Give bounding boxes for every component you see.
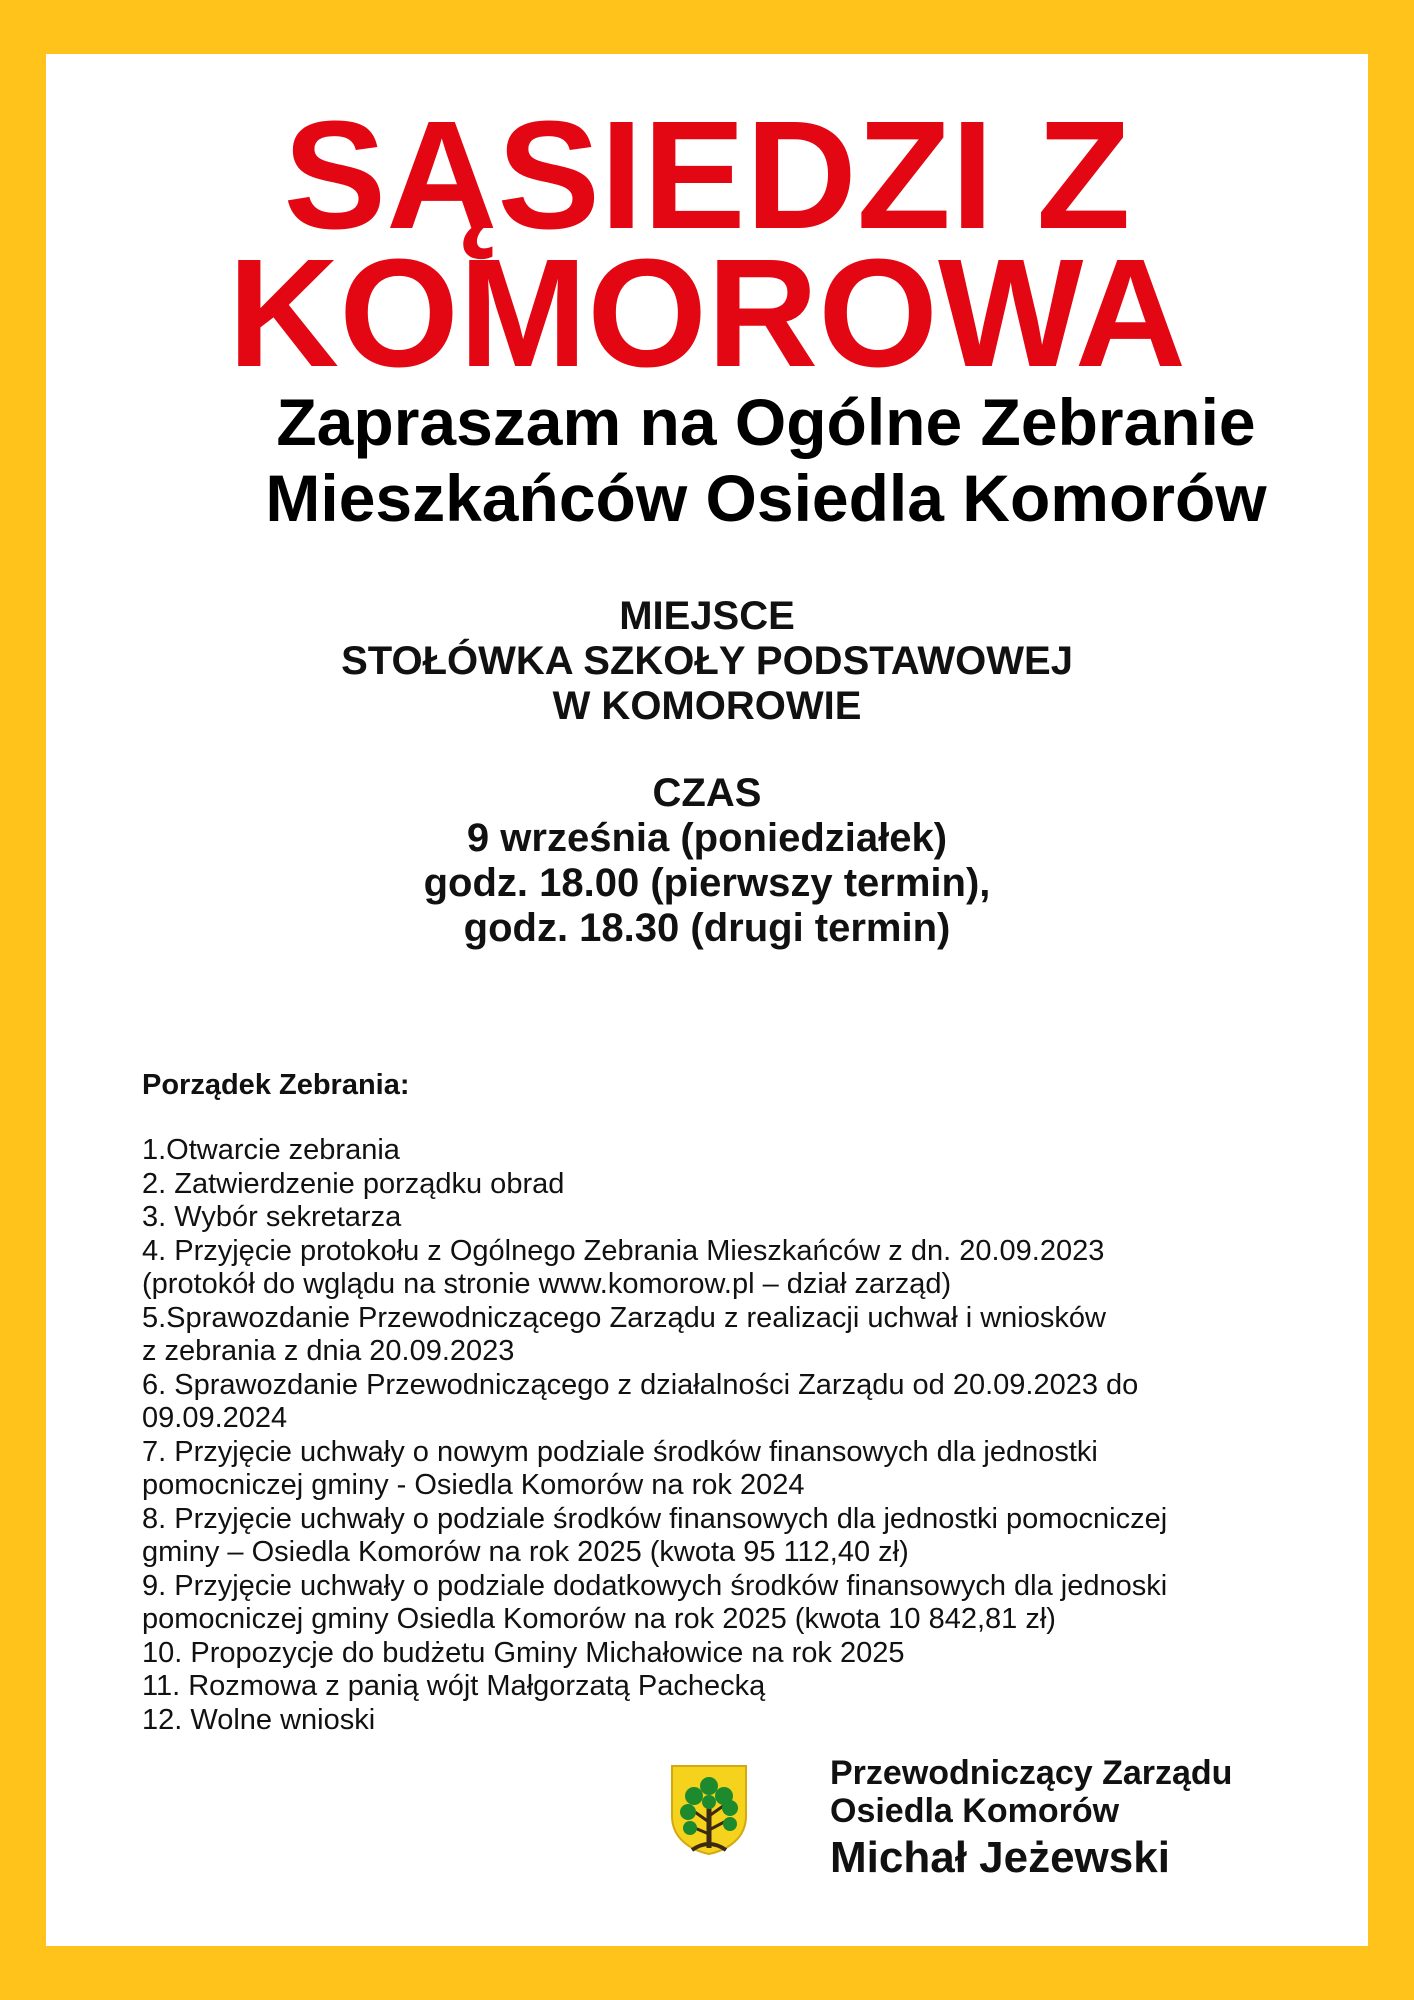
meeting-date: 9 września (poniedziałek) <box>466 816 948 860</box>
agenda-list <box>142 1134 1342 1737</box>
place-line-2: W KOMOROWIE <box>552 684 862 728</box>
agenda-item: 5.Sprawozdanie Przewodniczącego Zarządu z realizacji uchwał i wniosków z zebrania z dnia 20.09.2023 <box>142 1301 1106 1367</box>
agenda-item: 11. Rozmowa z panią wójt Małgorzatą Pachecką <box>142 1670 766 1702</box>
signature-block <box>830 1754 1232 1886</box>
agenda-title: Porządek Zebrania: <box>142 1069 410 1101</box>
time-label: CZAS <box>652 771 762 815</box>
municipal-crest-icon <box>670 1764 748 1856</box>
agenda-item: 9. Przyjęcie uchwały o podziale dodatkowych środków finansowych dla jednoski pomocniczej gminy Osiedla Komorów na rok 2025 (kwota 10 842,81 zł) <box>142 1569 1168 1635</box>
first-term: godz. 18.00 (pierwszy termin), <box>423 861 991 905</box>
poster-sheet <box>46 54 1368 1946</box>
signature-role-line-1: Przewodniczący Zarządu <box>830 1754 1233 1792</box>
agenda-item: 3. Wybór sekretarza <box>142 1201 402 1233</box>
agenda-item: 12. Wolne wnioski <box>142 1703 376 1736</box>
headline-line-2: KOMOROWA <box>227 227 1187 399</box>
headline <box>46 89 1368 399</box>
invitation-line-2: Mieszkańców Osiedla Komorów <box>265 461 1267 535</box>
place-label: MIEJSCE <box>619 594 795 638</box>
place-section <box>46 594 1368 729</box>
invitation <box>166 384 1366 536</box>
agenda-item: 6. Sprawozdanie Przewodniczącego z działalności Zarządu od 20.09.2023 do 09.09.2024 <box>142 1368 1139 1434</box>
signature-name: Michał Jeżewski <box>830 1833 1170 1882</box>
agenda-item: 10. Propozycje do budżetu Gminy Michałowice na rok 2025 <box>142 1636 905 1669</box>
second-term: godz. 18.30 (drugi termin) <box>463 906 951 950</box>
agenda-item: 7. Przyjęcie uchwały o nowym podziale środków finansowych dla jednostki pomocniczej gminy - Osiedla Komorów na rok 2024 <box>142 1435 1098 1501</box>
invitation-line-1: Zapraszam na Ogólne Zebranie <box>276 385 1256 459</box>
agenda-item: 2. Zatwierdzenie porządku obrad <box>142 1167 565 1200</box>
agenda-item: 1.Otwarcie zebrania <box>142 1134 400 1166</box>
signature-role-line-2: Osiedla Komorów <box>830 1792 1120 1830</box>
headline-line-1: SĄSIEDZI Z <box>283 89 1131 261</box>
place-line-1: STOŁÓWKA SZKOŁY PODSTAWOWEJ <box>341 639 1073 683</box>
agenda-item: 8. Przyjęcie uchwały o podziale środków finansowych dla jednostki pomocniczej gminy – Osiedla Komorów na rok 2025 (kwota 95 112,40 zł) <box>142 1502 1168 1568</box>
agenda-item: 4. Przyjęcie protokołu z Ogólnego Zebrania Mieszkańców z dn. 20.09.2023 (protokół do wglądu na stronie www.komorow.pl – dział zarząd) <box>142 1234 1105 1300</box>
time-section <box>46 771 1368 951</box>
